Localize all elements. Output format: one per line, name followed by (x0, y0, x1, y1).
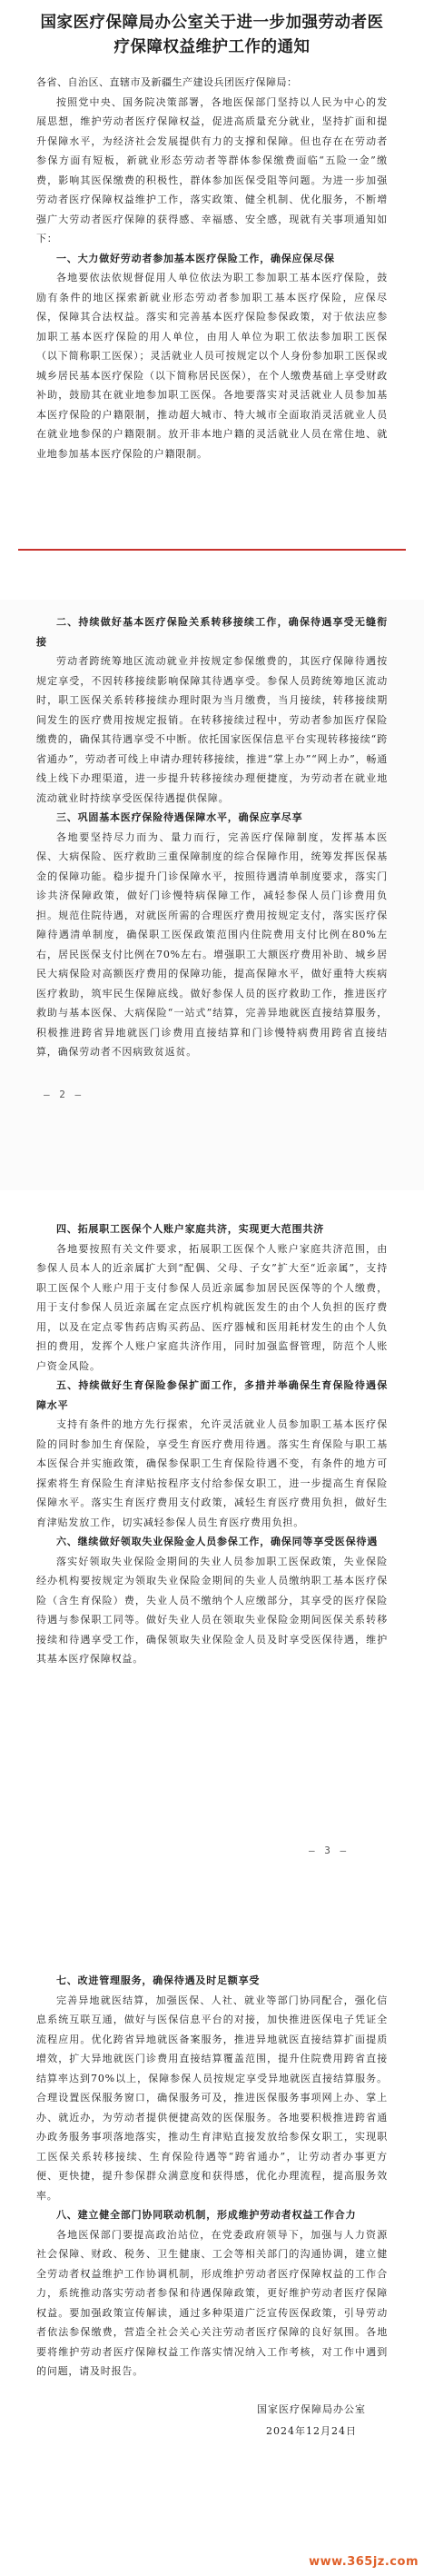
section-body-4: 各地要按照有关文件要求，拓展职工医保个人账户家庭共济范围，由参保人员本人的近亲属扩大到“配偶、父母、子女”扩大至“近亲属”，支持职工医保个人账户用于支付参保人员近亲属参加居民医保等的个人缴费，用于支付参保人员近亲属在定点医疗机构就医发生的由个人负担的医疗费用，以及在定点零售药店购买药品、医疗器械和医用耗材发生的由个人负担的费用，发挥个人账户家庭共济作用，同时加强监督管理，防范个人账户资金风险。 (36, 1242, 388, 1372)
section-heading-2: 二、持续做好基本医疗保险关系转移接续工作，确保待遇享受无缝衔接 (36, 616, 388, 648)
section-heading-5: 五、持续做好生育保险参保扩面工作，多措并举确保生育保险待遇保障水平 (36, 1379, 388, 1411)
addressee: 各省、自治区、直辖市及新疆生产建设兵团医疗保障局： (36, 76, 298, 88)
issuer-name: 国家医疗保障局办公室 (257, 2403, 366, 2415)
section-body-8: 各地医保部门要提高政治站位，在党委政府领导下，加强与人力资源社会保障、财政、税务、卫生健康、工会等相关部门的沟通协调，建立健全劳动者权益维护工作协调机制，形成维护劳动者医疗保障权益的工作合力，系统推动落实劳动者参保和待遇保障政策，更好维护劳动者医疗保障权益。要加强政策宣传解读，通过多种渠道广泛宣传医保政策，引导劳动者依法参保缴费，营造全社会关心关注劳动者医疗保障的良好氛围。各地要将维护劳动者医疗保障权益工作落实情况纳入工作考核，对工作中遇到的问题，请及时报告。 (36, 2228, 388, 2377)
document-page-1 (0, 0, 424, 600)
page-number-2: — 2 — (44, 1089, 84, 1100)
section-heading-1: 一、大力做好劳动者参加基本医疗保险工作，确保应保尽保 (56, 252, 335, 264)
notice-title: 国家医疗保障局办公室关于进一步加强劳动者医疗保障权益维护工作的通知 (40, 14, 384, 56)
document-page-3 (0, 1190, 424, 1958)
section-body-5: 支持有条件的地方先行探索，允许灵活就业人员参加职工基本医疗保险的同时参加生育保险，享受生育医疗费用待遇。落实生育保险与职工基本医保合并实施政策，确保参保职工生育保险待遇不变，有条件的地方可探索将生育保险生育津贴按程序支付给参保女职工，进一步提高生育保险保障水平。落实生育医疗费用支付政策，减轻生育医疗费用负担，做好生育津贴发放工作，切实减轻参保人员生育医疗费用负担。 (36, 1418, 388, 1528)
section-heading-6: 六、继续做好领取失业保险金人员参保工作，确保同等享受医保待遇 (56, 1536, 378, 1547)
red-divider-line (18, 549, 406, 551)
page-number-3: — 3 — (309, 1845, 349, 1856)
section-body-7: 完善异地就医结算，加强医保、人社、就业等部门协同配合，强化信息系统互联互通，做好与医保信息平台的对接，加快推进医保电子凭证全流程应用。优化跨省异地就医备案服务，推进异地就医直接结算扩面提质增效，扩大异地就医门诊费用直接结算覆盖范围，提升住院费用跨省直接结算率达到70%以上，保障参保人员按规定享受异地就医直接结算服务。合理设置医保服务窗口，确保服务可及，推进医保服务事项网上办、掌上办、就近办，为劳动者提供便捷高效的医保服务。各地要积极推进跨省通办政务服务事项落地落实，推动生育津贴直接发放给参保女职工，实现职工医保关系转移接续、生育保险待遇等“跨省通办”，让劳动者办事更方便、更快捷，提升参保群众满意度和获得感，优化办理流程，提高服务效率。 (36, 1994, 388, 2202)
section-body-6: 落实好领取失业保险金期间的失业人员参加职工医保政策，失业保险经办机构要按规定为领取失业保险金期间的失业人员缴纳职工基本医疗保险（含生育保险）费，失业人员不缴纳个人应缴部分，其享受的医疗保险待遇与参保职工同等。做好失业人员在领取失业保险金期间医保关系转移接续和待遇享受工作，确保领取失业保险金人员及时享受医保待遇，维护其基本医疗保障权益。 (36, 1555, 388, 1665)
document-page-4 (0, 1958, 424, 2576)
site-watermark: www.365jz.com (309, 2555, 419, 2569)
section-body-1: 各地要依法依规督促用人单位依法为职工参加职工基本医疗保险，鼓励有条件的地区探索新就业形态劳动者参加职工基本医疗保险，应保尽保，保障其合法权益。落实和完善基本医疗保险参保政策，对于依法应参加职工基本医疗保险的用人单位，由用人单位为职工依法参加职工医保（以下简称职工医保）；灵活就业人员可按规定以个人身份参加职工医保或城乡居民基本医疗保险（以下简称居民医保），在个人缴费基础上享受财政补助，鼓励其在就业地参加职工医保。各地要落实对灵活就业人员参加基本医疗保险的户籍限制，推动超大城市、特大城市全面取消灵活就业人员在就业地参保的户籍限制。放开非本地户籍的灵活就业人员在常住地、就业地参加基本医疗保险的户籍限制。 (36, 272, 388, 460)
document-page-2 (0, 600, 424, 1190)
intro-paragraph: 按照党中央、国务院决策部署，各地医保部门坚持以人民为中心的发展思想，维护劳动者医疗保障权益，促进高质量充分就业，坚持扩面和提升保障水平，为经济社会发展提供有力的支撑和保障。但也存在在劳动者参保方面有短板，新就业形态劳动者等群体参保缴费面临“五险一金”缴费，影响其医保缴费的积极性，群体参加医保受阻等问题。为进一步加强劳动者医疗保障权益维护工作，落实政策、健全机制、优化服务，不断增强广大劳动者医疗保障的获得感、幸福感、安全感，现就有关事项通知如下： (36, 95, 388, 244)
section-body-3: 各地要坚持尽力而为、量力而行，完善医疗保障制度，发挥基本医保、大病保险、医疗救助三重保障制度的综合保障作用，统筹发挥医保基金的保障功能。稳步提升门诊保障水平，按照待遇清单制度要求，落实门诊共济保障政策，做好门诊慢特病保障工作，减轻参保人员门诊费用负担。规范住院待遇，对就医所需的合理医疗费用按规定支付，落实医疗保障待遇清单制度，确保职工医保政策范围内住院费用支付比例在80%左右，居民医保支付比例在70%左右。增强职工大额医疗费用补助、城乡居民大病保险对高额医疗费用的保障功能，提高保障水平，做好重特大疾病医疗救助，筑牢民生保障底线。做好参保人员的医疗救助工作，推进医疗救助与基本医保、大病保险“一站式”结算，完善异地就医直接结算服务，积极推进跨省异地就医门诊费用直接结算和门诊慢特病费用跨省直接结算，确保劳动者不因病致贫返贫。 (36, 830, 388, 1058)
issue-date: 2024年12月24日 (266, 2425, 357, 2437)
section-body-2: 劳动者跨统筹地区流动就业并按规定参保缴费的，其医疗保障待遇按规定享受，不因转移接续影响保障其待遇享受。参保人员跨统筹地区流动时，职工医保关系转移接续办理时限为当月缴费，当月接续，转移接续期间发生的医疗费用按规定报销。在转移接续过程中，劳动者参加医疗保险缴费的，确保其待遇享受不中断。依托国家医保信息平台实现转移接续“跨省通办”，劳动者可线上申请办理转移接续，推进“掌上办”“网上办”，畅通线上线下办理渠道，进一步提升转移接续办理便捷度，为劳动者在就业地流动就业时持续享受医保待遇提供保障。 (36, 655, 388, 804)
signoff-block (257, 2399, 366, 2442)
section-heading-4: 四、拓展职工医保个人账户家庭共济，实现更大范围共济 (56, 1223, 324, 1235)
section-heading-7: 七、改进管理服务，确保待遇及时足额享受 (56, 1974, 261, 1986)
section-heading-8: 八、建立健全部门协同联动机制，形成维护劳动者权益工作合力 (56, 2209, 357, 2221)
section-heading-3: 三、巩固基本医疗保险待遇保障水平，确保应享尽享 (56, 811, 303, 823)
